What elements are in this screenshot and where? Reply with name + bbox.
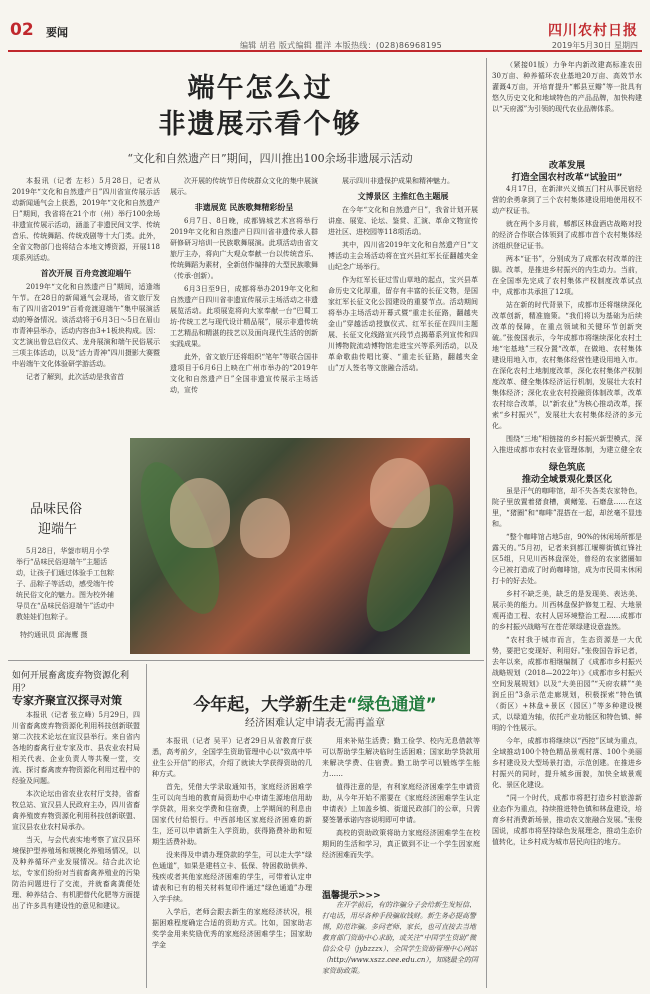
lead-paragraph: 在今年“文化和自然遗产日”，我省计划开展讲座、展览、论坛、鉴赏、汇演、革命文物宣传进社区、进校园等118项活动。 bbox=[328, 206, 478, 236]
right-intro-text: （紧接01版）力争年内新改建高标准农田30万亩、种养循环农业基地20万亩、高效节水灌溉4万亩，开培育提升“郫县豆瓣”等一批具有悠久历史文化和地域特色的产品品牌，加快构建以“天府源”为引领的现代农业品牌体系。 bbox=[492, 61, 642, 113]
photo-caption: 5月28日，华蓥市明月小学举行“品味民俗迎端午”主题活动，让孩子们通过体验手工包粽子、品粽子等活动，感受端午传统民俗文化的魅力。图为校外辅导员在“品味民俗迎端午”活动中教娃娃们包粽子。 bbox=[16, 547, 115, 621]
green-paragraph: “同一个时代，成都市将把打造乡村旅游新业态作为重点，持续推进特色镇和林盘建设，培育乡村消费新场景，推动农文旅融合发展。”张俊国说，成都市将坚持绿色发展理念，推动生态价值转化，让乡村成为城市居民向往的地方。 bbox=[492, 794, 642, 846]
lead-paragraph: 此外，省文旅厅还将组织“笔年”等联合国非遗项目于6月6日上映在广州市举办的“2019年文化和自然遗产日”全国非遗宣传展示主场活动，宣传 bbox=[170, 353, 318, 394]
reform-paragraph: 4月17日，在新津兴义镇五门村从事民宿经营的余勇拿到了三个农村集体建设用地使用权不动产权证书。 bbox=[492, 185, 642, 215]
tip-label: 温馨提示>>> bbox=[322, 891, 381, 901]
green-title-1: 绿色筑底 bbox=[548, 463, 585, 473]
story2-paragraph: 高校的资助政策将助力家庭经济困难学生在校期间的生活和学习，真正做到不让一个学生因家庭经济困难而失学。 bbox=[322, 829, 480, 859]
left-story-paragraph: 本报讯（记者 张立峰）5月29日，四川省畜禽废弃物资源化利用科技创新联盟第二次技术论坛在宣汉县举行。来自省内各地的畜禽行业专家及市、县农业农村局相关代表、企业负责人等共聚一堂，交流、探讨畜禽废弃物资源化利用过程中的经验及问题。 bbox=[12, 711, 140, 785]
page-number: 02 bbox=[10, 20, 34, 40]
story2-headline bbox=[150, 690, 480, 715]
green-paragraph: “整个咖啡馆占地5亩，90%的休闲场所都是露天的。”5月初，记者来到都江堰柳街镇红锋社区5组，只见川西林盘深处，曾经的农家猪圈如今已被打造成了时尚咖啡馆，成为市民周末休闲打卡的好去处。 bbox=[492, 533, 642, 585]
column-divider bbox=[486, 58, 487, 988]
lead-paragraph: 展示四川非遗保护成果和精神魅力。 bbox=[342, 177, 454, 185]
green-paragraph: 虽是汗气的咖啡馆，却不失各类农家特色，院子里放置着猪食槽，黄鳝笼、石磨盘……在这里，“猪圈”和“咖啡”混搭在一起，却丝毫不显违和。 bbox=[492, 487, 642, 528]
lead-column-2 bbox=[170, 176, 318, 434]
left-story-paragraph: 当天，与会代表实地考察了宣汉县环境保护型养殖场和规模化养殖场情况，以及种养循环产业发展情况。结合此次论坛，专家们纷纷对当前畜禽养殖业的污染防治问题进行了交流，并就畜禽粪便处理、种养结合、有机肥替代化肥等方面提出了许多具有建设性的意见和建议。 bbox=[12, 836, 140, 910]
reform-paragraph: 就在两个多月前，郫都区林盘酒店战略对投的经济合作联合体领到了成都市首个农村集体经济组织登记证书。 bbox=[492, 220, 642, 250]
lead-subhead-1: 首次开展 百舟竞渡迎端午 bbox=[40, 269, 132, 278]
lead-paragraph: 本报讯（记者 左杉）5月28日，记者从2019年“文化和自然遗产日”四川省宣传展示活动新闻通气会上获悉，2019年“文化和自然遗产日”期间，我省将在21个市（州）举行100余场非遗宣传展示活动，涵盖了非遗民间文学、传统音乐、传统舞蹈、传统戏剧等十大门类。此外，全省文物部门也将结合本地文博资源，开展118项系列活动。 bbox=[12, 177, 160, 262]
photo-teacher bbox=[370, 458, 430, 528]
tip-text: 在开学前后，有的诈骗分子会给新生发短信、打电话，用尽各种手段骗取钱财。新生务必提高警惕，防范诈骗。多问老师、家长，也可直接去当地教育部门资助中心求助，或关注“中国学生资助”微信公众号（jybzzzx）、全国学生资助管理中心网站（http://www.xszz.cee.edu.cn），知晓最全的国家资助政策。 bbox=[322, 901, 478, 975]
story2-paragraph: 首先，凭借大学录取通知书，家庭经济困难学生可以向当地的教育局资助中心申请生源地信用助学贷款，用来交学费和住宿费，上学期间的利息由国家代付给银行。中西部地区家庭经济困难的新生，还可以申请新生入学资助，获得路费补助和短期生活费补助。 bbox=[152, 783, 312, 846]
reform-paragraph: 两本“证书”，分别成为了成都农村改革的注脚。改革，是推进乡村振兴的内生动力。当前，在全国率先完成了农村集体产权制度改革试点中，成都市共承担了12项。 bbox=[492, 255, 642, 296]
left-story-headline: 专家齐聚宣汉探寻对策 bbox=[12, 694, 122, 707]
green-body bbox=[492, 486, 642, 988]
reform-title-1: 改革发展 bbox=[548, 161, 585, 171]
photo-feature-title bbox=[30, 500, 82, 540]
reform-paragraph: 站在新的时代背景下，成都市还将继续深化改革创新，精准施策。“我们将以为基础为后续改革的保障，在重点领域和关键环节创新突破。”张俊国表示，今年成都市将继续深化农村土地“宅基地”三权分置“改革，在做地、农村集体建设用地入市，农村集体经营性建设用地入市。在深化农村土地制度改革，深化农村集体产权制度改革、健全集体经济运行机制，发展壮大农村集体经济；深化农业农村投融资体制改革，改革农村综合改革，以“新农业”为核心推动改革，探索“乡村振兴”，发展壮大农村集体经济的多元化。 bbox=[492, 301, 642, 430]
reform-paragraph: 围绕“三地”相链接的乡村振兴新型模式，深入推进成都市农村农业管理体制，为建立健全农 bbox=[492, 435, 642, 454]
column-divider bbox=[146, 664, 147, 988]
lead-paragraph: 2019年“文化和自然遗产日”期间，适逢端午节。在28日的新闻通气会现场，省文旅厅发布了四川省2019“百肴竞渡迎端午”集中展演活动的筹备情况。该活动将于6月3日～5日在眉山市青神县举办，活动内容由3+1板块构成。因：文艺演出曾总启仪式、龙舟展演和端午民俗展示三项主体活动，以及“活力青神”四川摄影大赛暨中岩端午文化体验研学游活动。 bbox=[12, 283, 160, 368]
green-paragraph: “农村我于城市而言，生态资源是一大优势，要把它变现好、利用好。”张俊国告诉记者，去年以来，成都市相继编制了《成都市乡村振兴战略规划（2018—2022年）》《成都市乡村振兴空间发展规划》以及“大美田园”“天府农耕”“美润丘田”3条示范走廊规划，积极探索“特色镇（街区）+林盘+景区（园区）”等多种建设模式，以绿道为轴，依托产业功能区和特色镇、鲜明的个性展示。 bbox=[492, 636, 642, 732]
story2-paragraph: 没来得及申请办理贷款的学生，可以走大学“绿色通道”，如果是建档立卡、低保、特困救助供养、残疾或者其他家庭经济困难的学生，可带着认定申请表和已有的相关材料复印件通过“绿色通道”办理入学手续。 bbox=[152, 851, 312, 903]
photo-title-line1: 品味民俗 bbox=[30, 502, 83, 517]
lead-deck: “文化和自然遗产日”期间，四川推出100余场非遗展示活动 bbox=[127, 152, 413, 165]
lead-column-1 bbox=[12, 176, 160, 434]
lead-paragraph: 次开展的传统节日传统群众文化的集中展演展示。 bbox=[170, 177, 318, 196]
story2-column-2 bbox=[322, 736, 480, 884]
lead-column-3 bbox=[328, 176, 478, 434]
lead-subhead-2: 非遗展览 民族歌舞精彩纷呈 bbox=[194, 203, 294, 212]
lead-paragraph: 6月3日至9日，成都将举办2019年文化和自然遗产日四川省非遗宣传展示主场活动之非遗展览活动。此项展览将向大家奉献一台“巴蜀工坊·传统工艺与现代设计精品展”，展示非遗传统工艺精品和精湛的技艺以及面向现代生活的创新实践成果。 bbox=[170, 285, 318, 348]
masthead bbox=[0, 0, 650, 50]
section-rule bbox=[8, 660, 484, 661]
section-name: 要闻 bbox=[46, 26, 68, 39]
newspaper-logo: 四川农村日报 bbox=[548, 23, 638, 39]
lead-paragraph: 其中，四川省2019年文化和自然遗产日“文博活动主会场活动将在宜兴县红军长征翻越夹金山纪念广场举行。 bbox=[328, 241, 478, 271]
story2-paragraph: 值得注意的是，有利家庭经济困难学生申请资助，从今年开始不需要在《家庭经济困难学生认定申请表》上加盖乡镇、街道民政部门的公章，只需要签署承诺内容说明即可申请。 bbox=[322, 783, 480, 824]
left-story-question: 如何开展畜禽废弃物资源化利用？ bbox=[12, 671, 130, 694]
lead-paragraph: 记者了解到，此次活动是我省首 bbox=[26, 373, 124, 381]
green-paragraph: 今年，成都市将继续以“西控”区域为重点，全域推动100个特色精品景观村落、100个美丽乡村建设及大型场景打造，示范创建。在推进乡村振兴的同时，提升城乡面貌，加快全域景观化、景区化建设。 bbox=[492, 737, 642, 789]
story2-deck: 经济困难认定申请表无需再盖章 bbox=[245, 718, 385, 729]
lead-headline-line1: 端午怎么过 bbox=[187, 73, 333, 104]
reform-title-2: 打造全国农村改革“试验田” bbox=[511, 173, 623, 183]
photo-child bbox=[240, 498, 290, 558]
story2-paragraph: 入学后，老师会跟去新生的家庭经济状况，根据困难程度确定合适的资助方式。比如，国家助志奖学金用来奖励优秀的家庭经济困难学生；国家助学金 bbox=[152, 908, 312, 949]
feature-photo bbox=[130, 438, 470, 654]
header-rule bbox=[8, 50, 642, 52]
lead-paragraph: 6月7日、8日晚，成都锦城艺术宫将举行2019年文化和自然遗产日四川省非遗传承人群研修研习培训一民族歌舞展演。此项活动由省文旅厅主办，将向广大观众奉献一台以传统音乐、传统舞蹈为素材，全新创作编排的大型民族歌舞（传承·创新）。 bbox=[170, 217, 318, 280]
lead-subhead-3: 文博景区 主推红色主题展 bbox=[357, 192, 449, 201]
story2-headline-pre: 今年起，大学新生走 bbox=[193, 695, 347, 715]
photo-child bbox=[170, 478, 230, 548]
photo-credit: 特约通讯员 邱海鹰 摄 bbox=[20, 631, 88, 639]
editor-line: 编辑 胡君 版式编辑 瞿洋 本版热线：(028)86968195 bbox=[240, 41, 443, 50]
story2-headline-green: “绿色通道” bbox=[346, 695, 437, 715]
reform-body bbox=[492, 184, 642, 456]
issue-date: 2019年5月30日 星期四 bbox=[551, 41, 638, 50]
story2-paragraph: 本报讯（记者 吴平）记者29日从省教育厅获悉，高考前夕，全国学生资助管理中心以“致高中毕业生公开信”的形式，介绍了就读大学获得资助的几种方式。 bbox=[152, 737, 312, 778]
left-story-paragraph: 本次论坛由省农业农村厅支持，省畜牧总站、宣汉县人民政府主办，四川省畜禽养殖废弃物资源化利用科技创新联盟、宣汉县农业农村局承办。 bbox=[12, 790, 140, 831]
photo-title-line2: 迎端午 bbox=[38, 522, 78, 537]
right-intro bbox=[492, 60, 642, 156]
green-paragraph: 乡村不缺乏美，缺乏的是发现美、表达美、展示美的能力。川西林盘保护修复工程、大地景观再造工程、农村人居环境整治工程……成都市的乡村振兴战略写在苍茫翠绿建设意盎然。 bbox=[492, 590, 642, 631]
lead-headline-line2: 非遗展示看个够 bbox=[158, 109, 362, 140]
left-story-body bbox=[12, 710, 140, 988]
story2-column-1 bbox=[152, 736, 312, 988]
story2-paragraph: 用来补贴生活费；勤工俭学、校内无息借款等可以帮助学生解决临时生活困难；国家助学贷款用来解决学费、住宿费。勤工助学可以锻炼学生能力…… bbox=[322, 737, 480, 778]
green-title-2: 推动全域景观化景区化 bbox=[521, 475, 612, 485]
lead-paragraph: 作为红军长征过雪山草地的起点，宝兴县革命历史文化厚重，留存有丰富的长征文物，是国家红军长征文化公园建设的重要节点。活动期间将举办主场活动开幕式暨“重走长征路，翻越夹金山”穿越活动授旗仪式、红军长征在四川主题展、长征文化线路宣兴段节点揭幕系列宣传和四川博物院流动博物馆走进宝兴等系列活动，以及革命歌曲传唱比赛、“重走长征路，翻越夹金山”万人签名等文旅融合活动。 bbox=[328, 276, 478, 372]
